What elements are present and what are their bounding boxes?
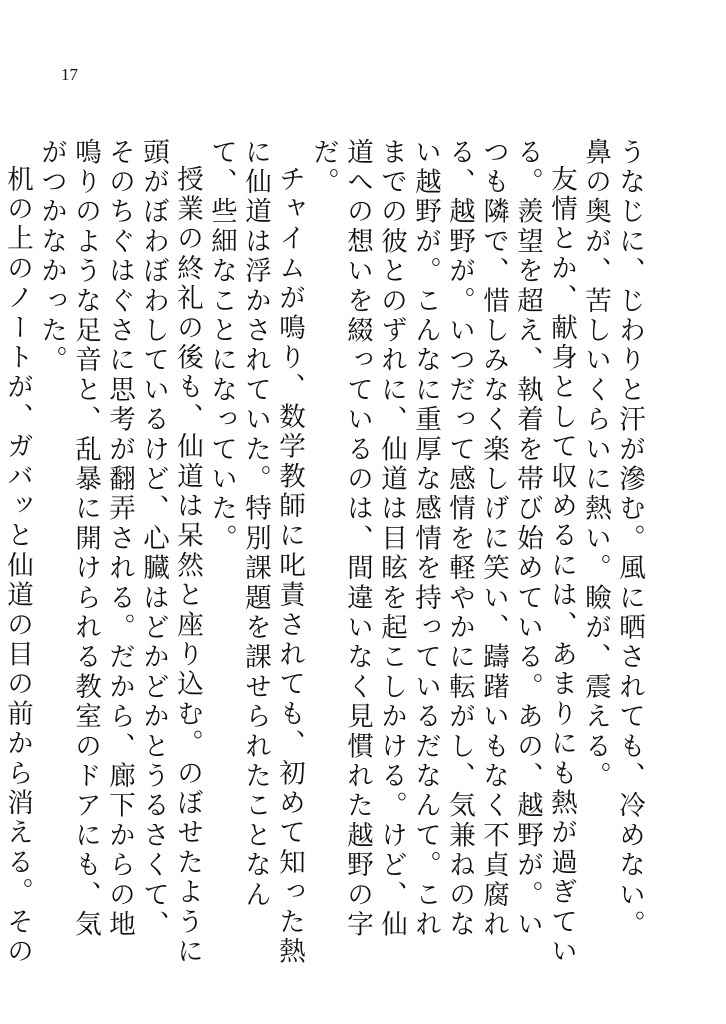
- page-number: 17: [61, 65, 78, 84]
- paragraph: 授業の終礼の後も、仙道は呆然と座り込む。のぼせたように頭がぼわぼわしているけど、心臓はどかどかとうるさくて、そのちぐはぐさに思考が翻弄される。だから、廊下からの地鳴りのような足音と、乱暴に開けられる教室のドアにも、気がつかなかった。: [36, 138, 203, 967]
- paragraph: チャイムが鳴り、数学教師に叱責されても、初めて知った熱に仙道は浮かされていた。特別課題を課せられたことなんて、些細なことになっていた。: [206, 138, 305, 967]
- body-text: [2, 138, 646, 968]
- paragraph: 机の上のノートが、ガバッと仙道の目の前から消える。その: [2, 164, 33, 967]
- paragraph: 友情とか、献身として収めるには、あまりにも熱が過ぎている。羨望を超え、執着を帯び始めている。あの、越野が。いつも隣で、惜しみなく楽しげに笑い、躊躇いもなく不貞腐れる、越野が。いつだって感情を軽やかに転がし、気兼ねのない越野が。こんなに重厚な感情を持っているだなんて。これまでの彼とのずれに、仙道は目眩を起こしかける。けど、仙道への想いを綴っているのは、間違いなく見慣れた越野の字だ。: [308, 138, 577, 967]
- paragraph: うなじに、じわりと汗が滲む。風に晒されても、冷めない。鼻の奥が、苦しいくらいに熱い。瞼が、震える。: [580, 138, 645, 940]
